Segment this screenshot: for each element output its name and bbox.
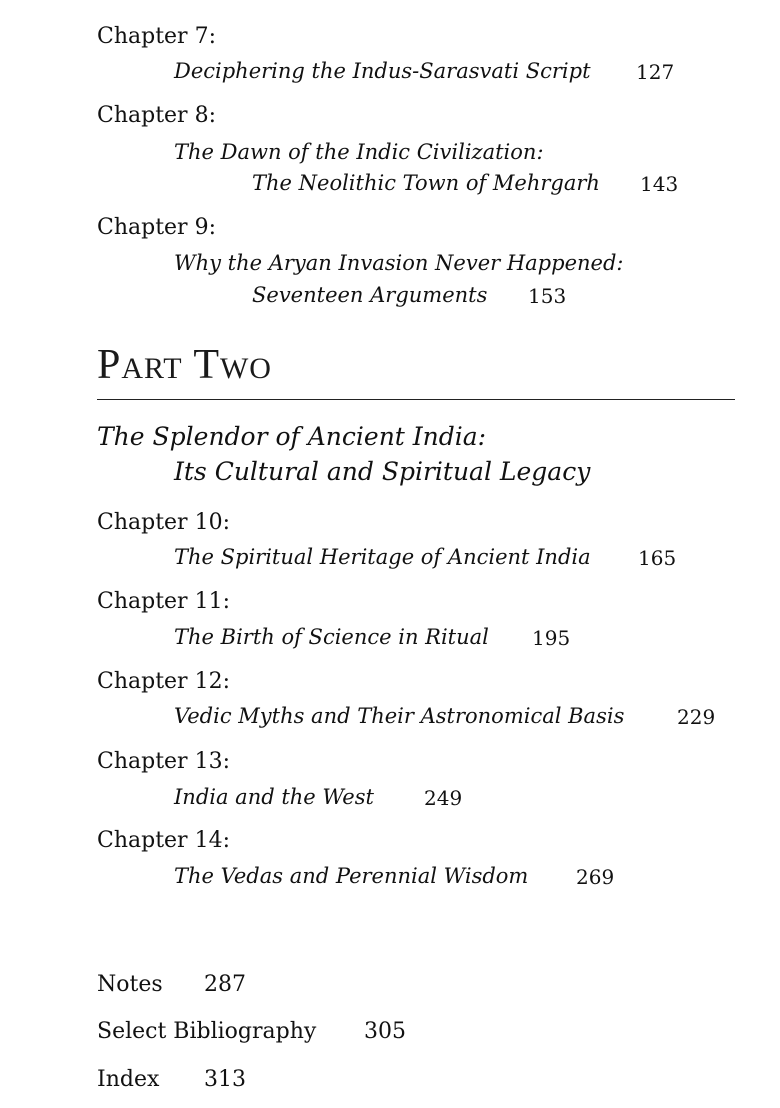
chapter-10-label: Chapter 10:: [97, 510, 230, 535]
chapter-9-title-line1[interactable]: Why the Aryan Invasion Never Happened:: [174, 251, 624, 275]
chapter-10-page: 165: [638, 546, 677, 570]
notes-label[interactable]: Notes: [97, 972, 163, 997]
chapter-12-page: 229: [677, 705, 716, 729]
part-two-heading-initial-p: P: [97, 342, 122, 388]
part-two-heading-initial-t: T: [193, 342, 220, 388]
chapter-9-label: Chapter 9:: [97, 215, 216, 240]
part-two-heading-rest-t: WO: [219, 352, 272, 385]
chapter-14-page: 269: [576, 865, 615, 889]
chapter-12-label: Chapter 12:: [97, 669, 230, 694]
chapter-11-label: Chapter 11:: [97, 589, 230, 614]
chapter-13-title[interactable]: India and the West: [174, 785, 374, 809]
chapter-7-page: 127: [636, 60, 675, 84]
bibliography-page: 305: [364, 1019, 406, 1044]
part-two-subtitle-line2: Its Cultural and Spiritual Legacy: [174, 457, 591, 486]
chapter-13-label: Chapter 13:: [97, 749, 230, 774]
part-two-subtitle-line1: The Splendor of Ancient India:: [97, 422, 487, 451]
notes-page: 287: [204, 972, 246, 997]
chapter-11-title[interactable]: The Birth of Science in Ritual: [174, 625, 489, 649]
chapter-8-title-line2[interactable]: The Neolithic Town of Mehrgarh: [252, 171, 600, 195]
chapter-14-title[interactable]: The Vedas and Perennial Wisdom: [174, 864, 529, 888]
chapter-14-label: Chapter 14:: [97, 828, 230, 853]
chapter-9-page: 153: [528, 284, 567, 308]
bibliography-label[interactable]: Select Bibliography: [97, 1019, 317, 1044]
part-two-heading-rest-p: ART: [121, 352, 183, 385]
chapter-7-label: Chapter 7:: [97, 24, 216, 49]
chapter-12-title[interactable]: Vedic Myths and Their Astronomical Basis: [174, 704, 625, 728]
chapter-10-title[interactable]: The Spiritual Heritage of Ancient India: [174, 545, 591, 569]
chapter-8-page: 143: [640, 172, 679, 196]
index-label[interactable]: Index: [97, 1067, 160, 1092]
index-page: 313: [204, 1067, 246, 1092]
chapter-8-title-line1[interactable]: The Dawn of the Indic Civilization:: [174, 140, 544, 164]
chapter-8-label: Chapter 8:: [97, 103, 216, 128]
chapter-7-title[interactable]: Deciphering the Indus-Sarasvati Script: [174, 59, 591, 83]
chapter-13-page: 249: [424, 786, 463, 810]
chapter-9-title-line2[interactable]: Seventeen Arguments: [252, 283, 488, 307]
chapter-11-page: 195: [532, 626, 571, 650]
part-two-divider: [97, 399, 735, 400]
part-two-heading: [97, 344, 272, 386]
